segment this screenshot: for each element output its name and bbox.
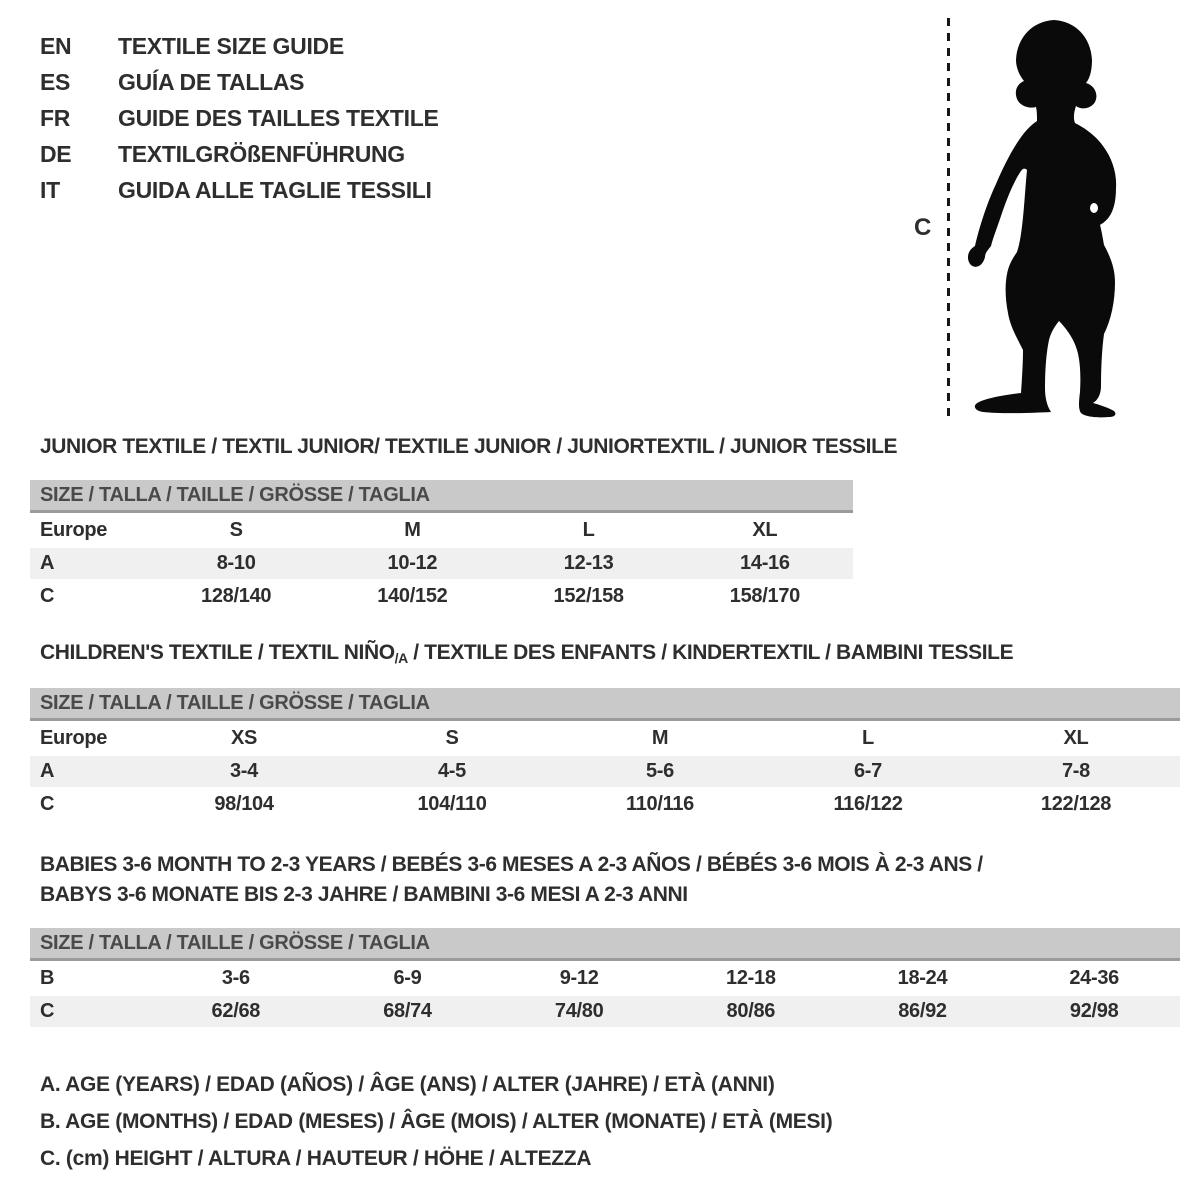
- children-size-bar: SIZE / TALLA / TAILLE / GRÖSSE / TAGLIA: [30, 688, 1180, 721]
- junior-age-row: [30, 548, 853, 579]
- babies-heading-line2: BABYS 3-6 MONATE BIS 2-3 JAHRE / BAMBINI 3-6 MESI A 2-3 ANNI: [40, 883, 688, 906]
- size-cell: S: [445, 727, 459, 749]
- value-cell: 8-10: [216, 552, 256, 574]
- value-cell: 24-36: [1069, 967, 1119, 989]
- value-cell: 116/122: [833, 793, 903, 815]
- size-cell: M: [651, 727, 669, 749]
- guide-title-de: TEXTILGRÖßENFÜHRUNG: [118, 141, 405, 167]
- size-cell: S: [229, 519, 243, 541]
- value-cell: 12-18: [726, 967, 776, 989]
- children-heading-sub: /A: [394, 650, 408, 666]
- value-cell: 4-5: [437, 760, 466, 782]
- value-cell: 128/140: [201, 585, 272, 607]
- guide-title-en: TEXTILE SIZE GUIDE: [118, 33, 344, 59]
- row-label: B: [40, 967, 55, 989]
- measure-legend: [40, 1066, 832, 1177]
- value-cell: 98/104: [214, 793, 274, 815]
- legend-line-a: A. AGE (YEARS) / EDAD (AÑOS) / ÂGE (ANS) / ALTER (JAHRE) / ETÀ (ANNI): [40, 1073, 775, 1096]
- size-cell: XS: [230, 727, 258, 749]
- value-cell: 18-24: [897, 967, 948, 989]
- junior-sizes-header-row: [30, 515, 853, 546]
- language-row-es: [40, 64, 439, 100]
- value-cell: 14-16: [740, 552, 790, 574]
- value-cell: 152/158: [553, 585, 624, 607]
- value-cell: 140/152: [377, 585, 448, 607]
- language-code: FR: [40, 105, 71, 131]
- row-label: C: [40, 793, 55, 815]
- value-cell: 3-6: [221, 967, 250, 989]
- value-cell: 158/170: [729, 585, 800, 607]
- value-cell: 10-12: [387, 552, 438, 574]
- value-cell: 122/128: [1040, 793, 1112, 815]
- babies-height-row: [30, 996, 1180, 1027]
- children-size-table: [30, 688, 1180, 822]
- value-cell: 68/74: [383, 1000, 432, 1022]
- junior-height-row: [30, 581, 853, 612]
- toddler-silhouette-icon: [963, 18, 1138, 418]
- guide-title-it: GUIDA ALLE TAGLIE TESSILI: [118, 177, 432, 203]
- size-cell: XL: [1063, 727, 1089, 749]
- row-label: A: [40, 552, 55, 574]
- junior-section-heading: JUNIOR TEXTILE / TEXTIL JUNIOR/ TEXTILE JUNIOR / JUNIORTEXTIL / JUNIOR TESSILE: [40, 435, 898, 458]
- value-cell: 9-12: [559, 967, 599, 989]
- size-cell: L: [862, 727, 874, 749]
- babies-heading-line1: BABIES 3-6 MONTH TO 2-3 YEARS / BEBÉS 3-6 MESES A 2-3 AÑOS / BÉBÉS 3-6 MOIS À 2-3 ANS /: [40, 853, 983, 876]
- size-cell: XL: [752, 519, 778, 541]
- size-cell: M: [404, 519, 421, 541]
- region-label: Europe: [40, 519, 108, 541]
- language-row-en: [40, 28, 439, 64]
- children-section-heading: [40, 640, 1013, 671]
- language-row-de: [40, 136, 439, 172]
- value-cell: 80/86: [726, 1000, 776, 1022]
- children-sizes-header-row: [30, 723, 1180, 754]
- value-cell: 12-13: [563, 552, 614, 574]
- row-label: C: [40, 1000, 55, 1022]
- babies-months-row: [30, 963, 1180, 994]
- children-height-row: [30, 789, 1180, 820]
- value-cell: 6-7: [853, 760, 882, 782]
- value-cell: 86/92: [898, 1000, 947, 1022]
- height-dashed-line: [947, 18, 950, 416]
- language-row-it: [40, 172, 439, 208]
- value-cell: 110/116: [626, 793, 694, 815]
- legend-line-b: B. AGE (MONTHS) / EDAD (MESES) / ÂGE (MOIS) / ALTER (MONATE) / ETÀ (MESI): [40, 1110, 833, 1133]
- value-cell: 3-4: [229, 760, 258, 782]
- language-code: EN: [40, 33, 72, 59]
- size-cell: L: [582, 519, 595, 541]
- language-row-fr: [40, 100, 439, 136]
- legend-line-c: C. (cm) HEIGHT / ALTURA / HAUTEUR / HÖHE / ALTEZZA: [40, 1147, 592, 1170]
- children-heading-pre: CHILDREN'S TEXTILE / TEXTIL NIÑO: [40, 641, 395, 664]
- guide-title-fr: GUIDE DES TAILLES TEXTILE: [118, 105, 439, 131]
- value-cell: 7-8: [1061, 760, 1090, 782]
- value-cell: 62/68: [211, 1000, 261, 1022]
- babies-section-heading: [40, 850, 983, 910]
- row-label: C: [40, 585, 55, 607]
- region-label: Europe: [40, 727, 108, 749]
- junior-size-bar: SIZE / TALLA / TAILLE / GRÖSSE / TAGLIA: [30, 480, 853, 513]
- language-code: ES: [40, 69, 71, 95]
- height-measure-label: C: [914, 214, 932, 241]
- children-age-row: [30, 756, 1180, 787]
- value-cell: 92/98: [1069, 1000, 1119, 1022]
- guide-title-es: GUÍA DE TALLAS: [118, 69, 305, 95]
- babies-size-bar: SIZE / TALLA / TAILLE / GRÖSSE / TAGLIA: [30, 928, 1180, 961]
- value-cell: 104/110: [417, 793, 487, 815]
- babies-size-table: [30, 928, 1180, 1029]
- value-cell: 6-9: [393, 967, 422, 989]
- value-cell: 74/80: [554, 1000, 604, 1022]
- language-title-block: [40, 28, 439, 208]
- language-code: IT: [40, 177, 60, 203]
- junior-size-table: [30, 480, 853, 614]
- children-heading-post: / TEXTILE DES ENFANTS / KINDERTEXTIL / BAMBINI TESSILE: [407, 641, 1014, 664]
- language-code: DE: [40, 141, 72, 167]
- value-cell: 5-6: [645, 760, 674, 782]
- row-label: A: [40, 760, 55, 782]
